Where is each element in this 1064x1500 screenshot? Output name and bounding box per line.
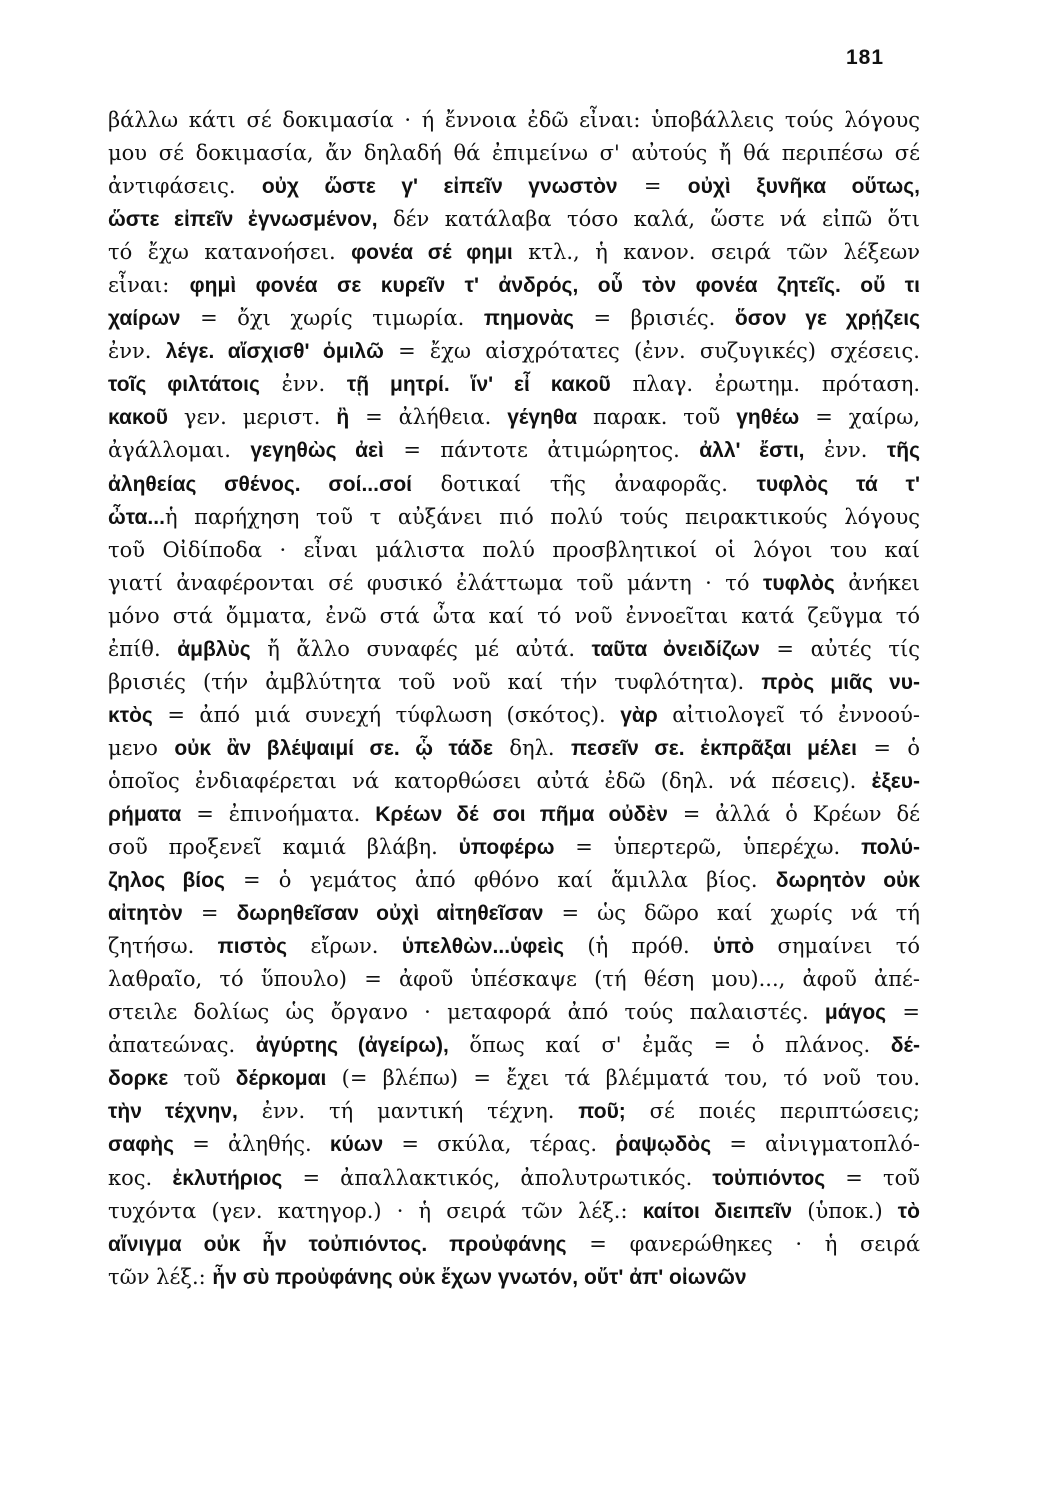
lemma-term: κακοῦ <box>108 406 168 430</box>
lemma-term: οὐχ ὥστε γ' εἰπεῖν γνωστὸν <box>261 175 618 199</box>
lemma-term: τὴν τέχνην, <box>108 1100 238 1124</box>
lemma-term: ὑποφέρω <box>458 836 555 860</box>
gloss-text: αἰτιολογεῖ τό ἐννοού- <box>657 702 920 727</box>
text-line <box>108 335 920 368</box>
gloss-text: μόνο στά ὄμματα, ἐνῶ στά ὦτα καί τό νοῦ ἐννοεῖται κατά ζεῦγμα τό <box>108 603 920 628</box>
text-line <box>108 600 920 633</box>
text-line <box>108 137 920 170</box>
lemma-term: ταῦτα ὀνειδίζων <box>591 637 760 661</box>
lemma-term: ὦτα... <box>108 505 165 529</box>
text-line <box>108 1162 920 1195</box>
lemma-term: οὐχὶ ξυνῆκα οὕτως, <box>687 175 920 199</box>
gloss-text: (= βλέπω) = ἔχει τά βλέμματά του, τό νοῦ του. <box>326 1066 920 1091</box>
gloss-text: μου σέ δοκιμασία, ἄν δηλαδή θά ἐπιμείνω σ' αὐτούς ἤ θά περιπέσω σέ <box>108 141 920 166</box>
text-line <box>108 996 920 1029</box>
gloss-text: σοῦ προξενεῖ καμιά βλάβη. <box>108 835 459 860</box>
lemma-term: ἀγύρτης (ἀγείρω), <box>255 1034 449 1058</box>
text-line <box>108 1261 920 1294</box>
lemma-term: γηθέω <box>736 406 800 430</box>
gloss-text: (ἡ πρόθ. <box>564 934 713 959</box>
gloss-text: = ἀλλά ὁ Κρέων δέ <box>667 801 920 826</box>
text-line <box>108 203 920 236</box>
text-line <box>108 765 920 798</box>
gloss-text: = χαίρω, <box>799 405 920 430</box>
text-line <box>108 1095 920 1128</box>
gloss-text: ἐνν. <box>108 339 166 364</box>
text-line <box>108 963 920 996</box>
lemma-term: πιστὸς <box>217 935 288 959</box>
lemma-term: πολύ- <box>861 836 920 860</box>
gloss-text: στειλε δολίως ὡς ὄργανο · μεταφορά ἀπό τούς παλαιστές. <box>108 1000 825 1025</box>
gloss-text: τοῦ <box>168 1066 236 1091</box>
lemma-term: ἐκλυτήριος <box>172 1166 283 1190</box>
gloss-text: λαθραῖο, τό ὕπουλο) = ἀφοῦ ὑπέσκαψε (τή θέση μου)..., ἀφοῦ ἀπέ- <box>108 967 920 992</box>
gloss-text: ἤ ἄλλο συναφές μέ αὐτά. <box>250 636 592 661</box>
gloss-text: ἐπίθ. <box>108 636 178 661</box>
gloss-text: = ἐπινοήματα. <box>181 801 376 826</box>
lemma-term: ὑπελθὼν...ὑφεὶς <box>401 935 565 959</box>
lemma-term: σαφὴς <box>108 1133 175 1157</box>
lemma-term: τοὐπιόντος <box>712 1166 826 1190</box>
gloss-text: = ἔχω αἰσχρότατες (ἐνν. συζυγικές) σχέσεις. <box>383 339 920 364</box>
lemma-term: ἐξευ- <box>871 769 920 793</box>
gloss-text: εἴρων. <box>287 934 402 959</box>
gloss-text: = <box>182 901 237 926</box>
gloss-text: τό ἔχω κατανοήσει. <box>108 240 352 265</box>
text-line <box>108 831 920 864</box>
gloss-text: ἐνν. <box>259 372 347 397</box>
text-line <box>108 170 920 203</box>
text-line <box>108 798 920 831</box>
lemma-term: ὥστε εἰπεῖν ἐγνωσμένον, <box>108 208 378 232</box>
text-line <box>108 236 920 269</box>
text-line <box>108 368 920 401</box>
gloss-text: κος. <box>108 1165 173 1190</box>
text-line <box>108 104 920 137</box>
gloss-text: ἡ παρήχηση τοῦ τ αὐξάνει πιό πολύ τούς πειρακτικούς λόγους <box>164 504 920 529</box>
gloss-text: = αὐτές τίς <box>759 636 920 661</box>
lemma-term: δέρκομαι <box>235 1067 327 1091</box>
lemma-term: ἀληθείας σθένος. σοί...σοί <box>108 472 412 496</box>
gloss-text: δηλ. <box>492 735 571 760</box>
gloss-text: τυχόντα (γεν. κατηγορ.) · ἡ σειρά τῶν λέξ.: <box>108 1198 643 1223</box>
gloss-text: σέ ποιές περιπτώσεις; <box>625 1099 920 1124</box>
gloss-text: ἐνν. <box>804 438 887 463</box>
lemma-term: αἰτητὸν <box>108 902 183 926</box>
gloss-text: = ὄχι χωρίς τιμωρία. <box>180 306 484 331</box>
lemma-term: πρὸς μιᾶς νυ- <box>761 670 920 694</box>
gloss-text: ἀντιφάσεις. <box>108 174 262 199</box>
gloss-text: = πάντοτε ἀτιμώρητος. <box>383 438 700 463</box>
lemma-term: φημὶ φονέα σε κυρεῖν τ' ἀνδρός, οὗ τὸν φονέα ζητεῖς. οὔ τι <box>189 274 920 298</box>
text-line <box>108 567 920 600</box>
lemma-term: τῆς <box>886 439 920 463</box>
gloss-text: (ὑποκ.) <box>792 1198 898 1223</box>
text-line <box>108 269 920 302</box>
gloss-text: μενο <box>108 735 175 760</box>
lemma-term: ὑπὸ <box>713 935 755 959</box>
lemma-term: τυφλὸς τά τ' <box>756 472 920 496</box>
text-line <box>108 864 920 897</box>
text-line <box>108 699 920 732</box>
gloss-text: κτλ., ἡ κανον. σειρά τῶν λέξεων <box>512 240 920 265</box>
lemma-term: ἀμβλὺς <box>177 637 251 661</box>
lemma-term: χαίρων <box>108 307 181 331</box>
lemma-term: ἢ <box>336 406 350 430</box>
lemma-term: ζηλος βίος <box>108 869 225 893</box>
gloss-text: = <box>617 174 688 199</box>
lemma-term: γεγηθὼς ἀεὶ <box>250 439 384 463</box>
text-line <box>108 1228 920 1261</box>
lemma-term: καίτοι διειπεῖν <box>642 1199 793 1223</box>
gloss-text: βρισιές (τήν ἀμβλύτητα τοῦ νοῦ καί τήν τυφλότητα). <box>108 669 762 694</box>
lemma-term: δωρητὸν οὐκ <box>775 869 920 893</box>
gloss-text: = ἀληθής. <box>174 1132 330 1157</box>
gloss-text: τοῦ Οἰδίποδα · εἶναι μάλιστα πολύ προσβλητικοί οἱ λόγοι του καί <box>108 537 920 562</box>
gloss-text: δοτικαί τῆς ἀναφορᾶς. <box>411 471 757 496</box>
gloss-text: ἀγάλλομαι. <box>108 438 251 463</box>
gloss-text: ζητήσω. <box>108 934 218 959</box>
gloss-text: ὁποῖος ἐνδιαφέρεται νά κατορθώσει αὐτά ἐδῶ (δηλ. νά πέσεις). <box>108 768 872 793</box>
gloss-text: εἶναι: <box>108 273 190 298</box>
lemma-term: γέγηθα <box>507 406 578 430</box>
lemma-term: φονέα σέ φημι <box>351 241 513 265</box>
gloss-text: = ὡς δῶρο καί χωρίς νά τή <box>543 901 920 926</box>
gloss-text: = ἀπαλλακτικός, ἀπολυτρωτικός. <box>282 1165 713 1190</box>
text-line <box>108 1029 920 1062</box>
lemma-term: δωρηθεῖσαν οὐχὶ αἰτηθεῖσαν <box>236 902 544 926</box>
text-line <box>108 897 920 930</box>
text-line <box>108 633 920 666</box>
gloss-text: τῶν λέξ.: <box>108 1264 213 1289</box>
lemma-term: Κρέων δέ σοι πῆμα οὐδὲν <box>375 802 668 826</box>
commentary-text <box>108 104 920 1294</box>
text-line <box>108 1062 920 1095</box>
lemma-term: κτὸς <box>108 703 153 727</box>
text-line <box>108 666 920 699</box>
lemma-term: κύων <box>329 1133 384 1157</box>
text-line <box>108 501 920 534</box>
gloss-text: = φανερώθηκες · ἡ σειρά <box>566 1231 920 1256</box>
gloss-text: σημαίνει τό <box>754 934 920 959</box>
lemma-term: τυφλὸς <box>762 571 835 595</box>
lemma-term: γὰρ <box>620 703 658 727</box>
text-line <box>108 1128 920 1161</box>
gloss-text: γιατί ἀναφέρονται σέ φυσικό ἐλάττωμα τοῦ μάντη · τό <box>108 570 763 595</box>
lemma-term: μάγος <box>824 1001 887 1025</box>
lemma-term: ἀλλ' ἔστι, <box>699 439 805 463</box>
text-line <box>108 434 920 467</box>
gloss-text: ἀνήκει <box>834 570 920 595</box>
lemma-term: τοῖς φιλτάτοις <box>108 373 260 397</box>
gloss-text: ὅπως καί σ' ἐμᾶς = ὁ πλάνος. <box>448 1033 891 1058</box>
lemma-term: αἴνιγμα οὐκ ἦν τοὐπιόντος. προὐφάνης <box>108 1232 567 1256</box>
gloss-text: = <box>886 1000 920 1025</box>
gloss-text: = ὁ <box>856 735 920 760</box>
text-line <box>108 302 920 335</box>
lemma-term: ῥαψῳδὸς <box>615 1133 712 1157</box>
lemma-term: πημονὰς <box>483 307 574 331</box>
lemma-term: οὐκ ἂν βλέψαιμί σε. ᾧ τάδε <box>174 736 493 760</box>
gloss-text: = ἀπό μιά συνεχή τύφλωση (σκότος). <box>152 702 621 727</box>
text-line <box>108 401 920 434</box>
lemma-term: δέ- <box>890 1034 920 1058</box>
lemma-term: ἦν σὺ προὐφάνης οὐκ ἔχων γνωτόν, οὔτ' ἀπ' οἰωνῶν <box>212 1265 747 1289</box>
gloss-text: = σκύλα, τέρας. <box>383 1132 616 1157</box>
gloss-text: = ὑπερτερῶ, ὑπερέχω. <box>554 835 862 860</box>
lemma-term: τῇ μητρί. ἵν' εἶ κακοῦ <box>346 373 611 397</box>
lemma-term: ὅσον γε χρῄζεις <box>734 307 920 331</box>
text-line <box>108 930 920 963</box>
gloss-text: = αἰνιγματοπλό- <box>711 1132 920 1157</box>
lemma-term: δορκε <box>108 1067 169 1091</box>
gloss-text: = βρισιές. <box>573 306 735 331</box>
text-line <box>108 732 920 765</box>
gloss-text: βάλλω κάτι σέ δοκιμασία · ή ἔννοια ἐδῶ εἶναι: ὑποβάλλεις τούς λόγους <box>108 108 920 132</box>
lemma-term: τὸ <box>897 1199 920 1223</box>
gloss-text: δέν κατάλαβα τόσο καλά, ὥστε νά εἰπῶ ὅτι <box>377 207 920 232</box>
text-line <box>108 468 920 501</box>
gloss-text: γεν. μεριστ. <box>168 405 337 430</box>
gloss-text: = ἀλήθεια. <box>349 405 508 430</box>
gloss-text: πλαγ. ἐρωτημ. πρόταση. <box>610 372 920 397</box>
lemma-term: λέγε. αἴσχισθ' ὁμιλῶ <box>165 340 384 364</box>
lemma-term: πεσεῖν σε. ἐκπρᾶξαι μέλει <box>570 736 857 760</box>
gloss-text: = τοῦ <box>825 1165 920 1190</box>
text-line <box>108 534 920 567</box>
gloss-text: = ὁ γεμάτος ἀπό φθόνο καί ἅμιλλα βίος. <box>224 868 776 893</box>
lemma-term: ποῦ; <box>578 1100 626 1124</box>
lemma-term: ρήματα <box>108 802 182 826</box>
gloss-text: ἀπατεώνας. <box>108 1033 256 1058</box>
text-line <box>108 1195 920 1228</box>
page-number: 181 <box>846 46 885 69</box>
gloss-text: ἐνν. τή μαντική τέχνη. <box>237 1099 579 1124</box>
gloss-text: παρακ. τοῦ <box>577 405 737 430</box>
